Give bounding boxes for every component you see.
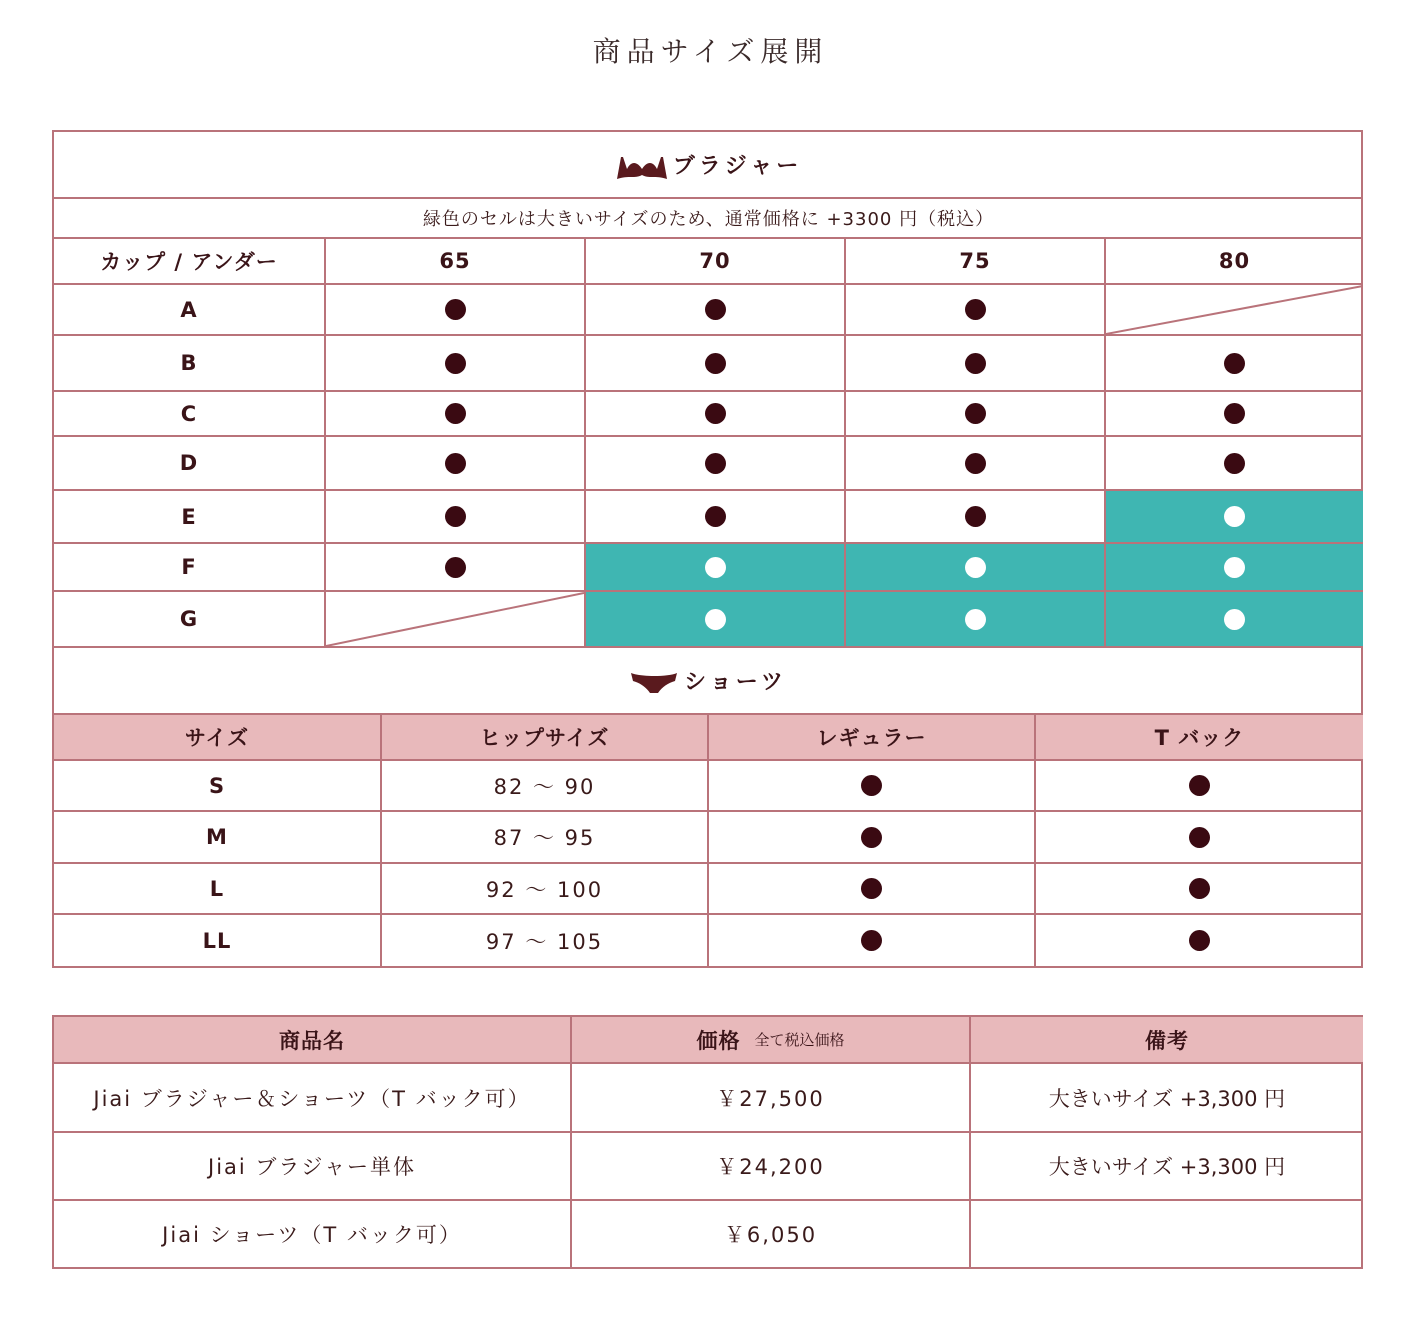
available-dot <box>1036 915 1363 966</box>
available-dot <box>1036 864 1363 913</box>
page-title: 商品サイズ展開 <box>592 35 829 68</box>
hip-size: 97 〜 105 <box>485 929 604 954</box>
bra-note: 緑色のセルは大きいサイズのため、通常価格に +3300 円（税込） <box>422 209 995 230</box>
cup-label: G <box>179 607 199 631</box>
large-size-dot <box>1106 491 1363 542</box>
price-header-note: 全て税込価格 <box>754 1031 845 1049</box>
available-dot <box>1036 812 1363 862</box>
unavailable-slash <box>326 592 584 647</box>
available-dot <box>326 336 584 390</box>
available-dot <box>709 761 1034 810</box>
price-header <box>572 1017 969 1062</box>
shorts-title: ショーツ <box>684 670 787 695</box>
large-size-dot <box>1106 592 1363 646</box>
available-dot <box>846 392 1104 435</box>
bra-title: ブラジャー <box>672 154 803 179</box>
size-table <box>52 130 1363 968</box>
shorts-header: T バック <box>1154 726 1245 750</box>
cup-label: E <box>181 504 197 529</box>
remarks-header: 備考 <box>1145 1028 1189 1053</box>
available-dot <box>846 336 1104 390</box>
product-price: ￥27,500 <box>716 1086 825 1111</box>
available-dot <box>1106 392 1363 435</box>
available-dot <box>586 392 844 435</box>
available-dot <box>846 491 1104 542</box>
band-header: 65 <box>439 249 471 273</box>
large-size-dot <box>1106 544 1363 590</box>
cup-label: F <box>181 555 197 579</box>
available-dot <box>326 285 584 334</box>
large-size-dot <box>846 544 1104 590</box>
product-name-header: 商品名 <box>279 1028 345 1053</box>
available-dot <box>586 437 844 489</box>
available-dot <box>326 544 584 590</box>
available-dot <box>709 864 1034 913</box>
shorts-header: サイズ <box>184 726 250 750</box>
available-dot <box>709 812 1034 862</box>
available-dot <box>586 491 844 542</box>
large-size-dot <box>846 592 1104 646</box>
corner-header: カップ / アンダー <box>100 250 278 274</box>
available-dot <box>846 437 1104 489</box>
shorts-section-title <box>54 648 1363 713</box>
cup-label: B <box>180 351 198 375</box>
shorts-size: LL <box>202 928 232 953</box>
band-header: 75 <box>959 249 991 273</box>
large-size-dot <box>586 544 844 590</box>
available-dot <box>1036 761 1363 810</box>
hip-size: 82 〜 90 <box>493 774 596 799</box>
product-name: Jiai ブラジャー単体 <box>208 1155 416 1179</box>
product-remarks: 大きいサイズ +3,300 円 <box>1048 1155 1286 1179</box>
shorts-icon <box>630 667 678 695</box>
product-name: Jiai ブラジャー＆ショーツ（T バック可） <box>93 1086 531 1111</box>
shorts-size: M <box>206 825 228 849</box>
hip-size: 87 〜 95 <box>493 826 596 850</box>
available-dot <box>586 285 844 334</box>
product-price: ￥6,050 <box>723 1223 818 1247</box>
price-table <box>52 1015 1363 1269</box>
shorts-header: レギュラー <box>816 726 927 750</box>
product-name: Jiai ショーツ（T バック可） <box>162 1223 462 1247</box>
price-header-label: 価格 <box>696 1028 741 1053</box>
product-price: ￥24,200 <box>716 1155 825 1179</box>
available-dot <box>1106 336 1363 390</box>
available-dot <box>326 392 584 435</box>
band-header: 80 <box>1218 249 1251 273</box>
available-dot <box>326 491 584 542</box>
available-dot <box>846 285 1104 334</box>
available-dot <box>586 336 844 390</box>
hip-size: 92 〜 100 <box>485 877 604 902</box>
available-dot <box>709 915 1034 966</box>
unavailable-slash <box>1106 285 1363 335</box>
cup-label: D <box>179 451 199 475</box>
shorts-size: S <box>208 773 226 798</box>
shorts-header: ヒップサイズ <box>479 726 610 750</box>
available-dot <box>1106 437 1363 489</box>
cup-label: C <box>180 401 198 426</box>
product-remarks <box>971 1201 1363 1267</box>
large-size-dot <box>586 592 844 646</box>
bra-icon <box>615 149 669 181</box>
available-dot <box>326 437 584 489</box>
bra-section-title <box>54 132 1363 197</box>
product-remarks: 大きいサイズ +3,300 円 <box>1048 1086 1286 1111</box>
shorts-size: L <box>209 876 225 901</box>
cup-label: A <box>180 297 198 322</box>
band-header: 70 <box>699 249 731 273</box>
